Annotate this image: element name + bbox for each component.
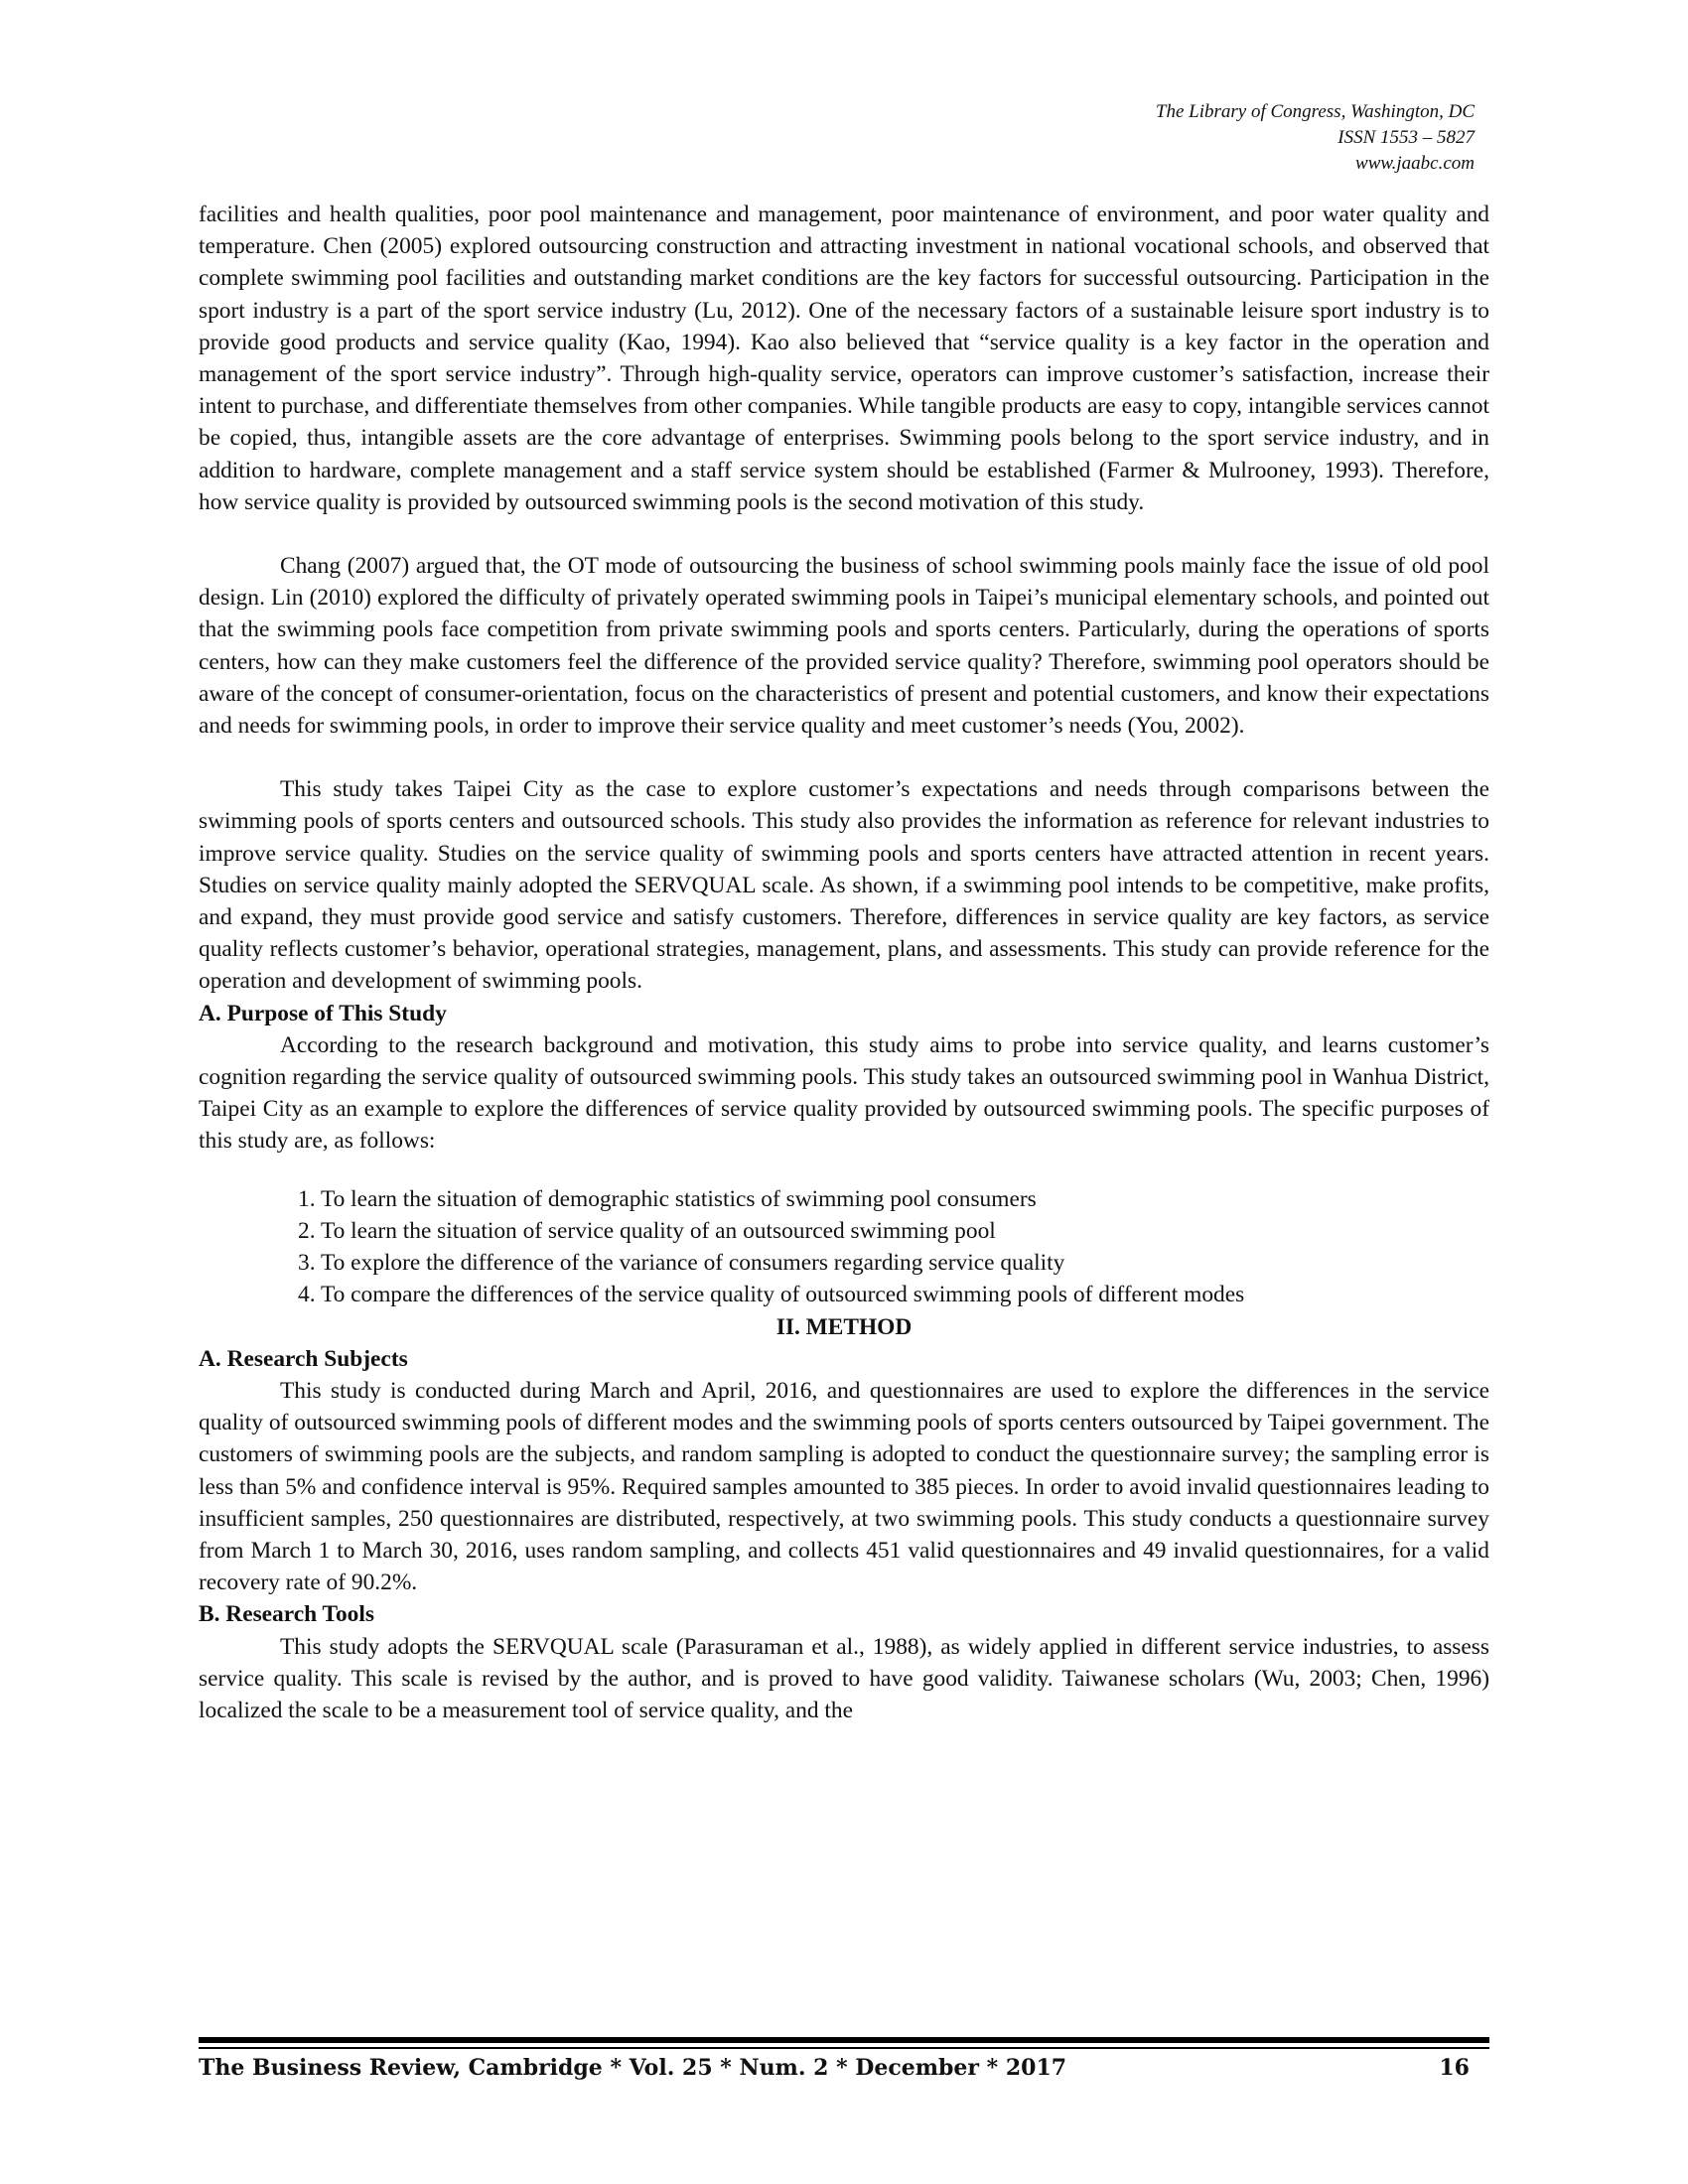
footer-citation: The Business Review, Cambridge * Vol. 25 * Num. 2 * December * 2017 — [199, 2055, 1067, 2081]
section-title-method: II. METHOD — [775, 1313, 913, 1340]
purpose-list — [199, 1183, 1489, 1311]
paragraph: According to the research background and motivation, this study aims to probe into service quality, and learns customer’s cognition regarding the service quality of outsourced swimming pools. This study takes an outsourced swimming pool in Wanhua District, Taipei City as an example to explore the differences of service quality provided by outsourced swimming pools. The specific purposes of this study are, as follows: — [199, 1031, 1489, 1155]
footer-rule-thick — [199, 2037, 1489, 2043]
paragraph-continued: facilities and health qualities, poor pool maintenance and management, poor maintenance of environment, and poor water quality and temperature. Chen (2005) explored outsourcing construction and attracting investment in national vocational schools, and observed that complete swimming pool facilities and outstanding market conditions are the key factors for successful outsourcing. Participation in the sport industry is a part of the sport service industry (Lu, 2012). One of the necessary factors of a sustainable leisure sport industry is to provide good products and service quality (Kao, 1994). Kao also believed that “service quality is a key factor in the operation and management of the sport service industry”. Through high-quality service, operators can improve customer’s satisfaction, increase their intent to purchase, and differentiate themselves from other companies. While tangible products are easy to copy, intangible services cannot be copied, thus, intangible assets are the core advantage of enterprises. Swimming pools belong to the sport service industry, and in addition to hardware, complete management and a staff service system should be established (Farmer & Mulrooney, 1993). Therefore, how service quality is provided by outsourced swimming pools is the second motivation of this study. — [199, 202, 1489, 515]
paragraph: This study adopts the SERVQUAL scale (Parasuraman et al., 1988), as widely applied in different service industries, to assess service quality. This scale is revised by the author, and is proved to have good validity. Taiwanese scholars (Wu, 2003; Chen, 1996) localized the scale to be a measurement tool of service quality, and the — [199, 1633, 1489, 1723]
running-header — [879, 99, 1475, 177]
page-number: 16 — [1439, 2055, 1470, 2081]
header-publisher: The Library of Congress, Washington, DC — [1155, 101, 1475, 122]
list-item: 1. To learn the situation of demographic statistics of swimming pool consumers — [298, 1185, 1037, 1212]
article-body — [199, 199, 1489, 1726]
section-heading-subjects: A. Research Subjects — [199, 1345, 408, 1372]
footer-rule-thin — [199, 2047, 1489, 2049]
header-website: www.jaabc.com — [1355, 153, 1475, 174]
paragraph: Chang (2007) argued that, the OT mode of outsourcing the business of school swimming pools mainly face the issue of old pool design. Lin (2010) explored the difficulty of privately operated swimming pools in Taipei’s municipal elementary schools, and pointed out that the swimming pools face competition from private swimming pools and sports centers. Particularly, during the operations of sports centers, how can they make customers feel the difference of the provided service quality? Therefore, swimming pool operators should be aware of the concept of consumer-orientation, focus on the characteristics of present and potential customers, and know their expectations and needs for swimming pools, in order to improve their service quality and meet customer’s needs (You, 2002). — [199, 553, 1489, 740]
list-item: 2. To learn the situation of service quality of an outsourced swimming pool — [298, 1217, 996, 1244]
section-heading-purpose: A. Purpose of This Study — [199, 1000, 447, 1026]
list-item: 3. To explore the difference of the variance of consumers regarding service quality — [298, 1250, 1065, 1277]
header-issn: ISSN 1553 – 5827 — [1337, 127, 1475, 148]
paragraph: This study takes Taipei City as the case to explore customer’s expectations and needs through comparisons between the swimming pools of sports centers and outsourced schools. This study also provides the information as reference for relevant industries to improve service quality. Studies on the service quality of swimming pools and sports centers have attracted attention in recent years. Studies on service quality mainly adopted the SERVQUAL scale. As shown, if a swimming pool intends to be competitive, make profits, and expand, they must provide good service and satisfy customers. Therefore, differences in service quality are key factors, as service quality reflects customer’s behavior, operational strategies, management, plans, and assessments. This study can provide reference for the operation and development of swimming pools. — [199, 776, 1489, 995]
section-heading-tools: B. Research Tools — [199, 1601, 374, 1628]
paragraph: This study is conducted during March and April, 2016, and questionnaires are used to explore the differences in the service quality of outsourced swimming pools of different modes and the swimming pools of sports centers outsourced by Taipei government. The customers of swimming pools are the subjects, and random sampling is adopted to conduct the questionnaire survey; the sampling error is less than 5% and confidence interval is 95%. Required samples amounted to 385 pieces. In order to avoid invalid questionnaires leading to insufficient samples, 250 questionnaires are distributed, respectively, at two swimming pools. This study conducts a questionnaire survey from March 1 to March 30, 2016, uses random sampling, and collects 451 valid questionnaires and 49 invalid questionnaires, for a valid recovery rate of 90.2%. — [199, 1377, 1489, 1596]
list-item: 4. To compare the differences of the service quality of outsourced swimming pools of different modes — [298, 1282, 1245, 1308]
